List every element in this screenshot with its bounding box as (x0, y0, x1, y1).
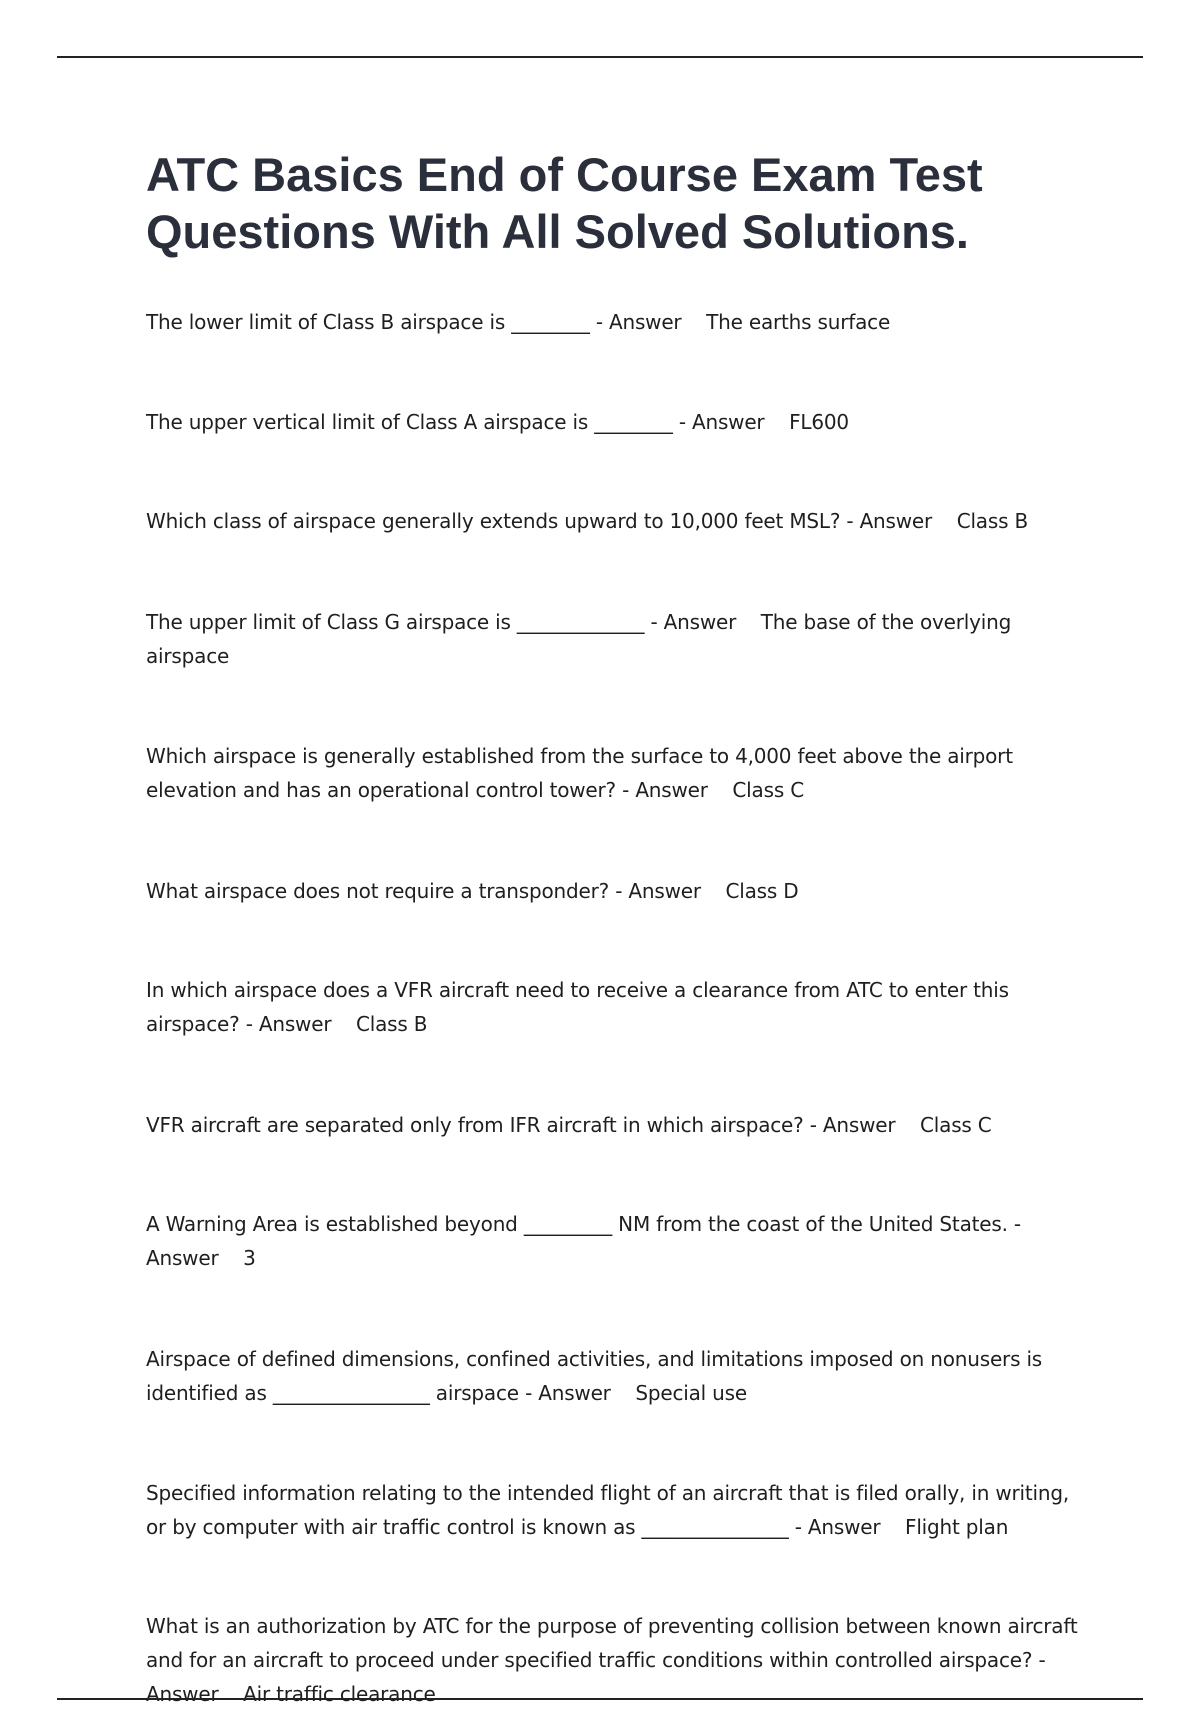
question-text: Airspace of defined dimensions, confined activities, and limitations imposed on nonusers is identified as ________________ airspace (146, 1347, 1043, 1405)
answer-text: Class B (355, 1012, 428, 1036)
qa-item (146, 739, 1081, 807)
qa-item (146, 1342, 1081, 1410)
answer-label: - Answer (622, 778, 708, 802)
answer-label: - Answer (146, 1212, 1021, 1270)
top-rule (57, 56, 1143, 58)
answer-label: - Answer (595, 310, 682, 334)
answer-label: - Answer (794, 1515, 881, 1539)
qa-item (146, 305, 1081, 339)
answer-text: Class C (732, 778, 804, 802)
answer-label: - Answer (846, 509, 933, 533)
question-text: What airspace does not require a transponder? (146, 879, 610, 903)
qa-item (146, 1476, 1081, 1544)
qa-item (146, 605, 1081, 673)
qa-item (146, 973, 1081, 1041)
question-text: Which class of airspace generally extends upward to 10,000 feet MSL? (146, 509, 841, 533)
answer-label: - Answer (245, 1012, 332, 1036)
question-text: A Warning Area is established beyond _________ NM from the coast of the United States. (146, 1212, 1008, 1236)
question-text: What is an authorization by ATC for the purpose of preventing collision between known aircraft and for an aircraft to proceed under specified traffic conditions within controlled airspace? (146, 1614, 1078, 1672)
question-text: Specified information relating to the intended flight of an aircraft that is filed orally, in writing, or by computer with air traffic control is known as _______________ (146, 1481, 1069, 1539)
answer-label: - Answer (146, 1648, 1046, 1706)
question-text: The upper vertical limit of Class A airspace is ________ (146, 410, 673, 434)
answer-label: - Answer (525, 1381, 611, 1405)
answer-text: Class C (920, 1113, 992, 1137)
qa-item (146, 874, 1081, 908)
answer-text: Class D (725, 879, 799, 903)
page-title: ATC Basics End of Course Exam Test Questions With All Solved Solutions. (146, 148, 983, 258)
question-text: VFR aircraft are separated only from IFR aircraft in which airspace? (146, 1113, 804, 1137)
answer-label: - Answer (650, 610, 737, 634)
qa-item (146, 504, 1081, 538)
answer-label: - Answer (678, 410, 765, 434)
qa-item (146, 1609, 1081, 1711)
question-text: The lower limit of Class B airspace is ________ (146, 310, 590, 334)
answer-text: Air traffic clearance (243, 1682, 436, 1706)
answer-text: Class B (956, 509, 1028, 533)
qa-item (146, 405, 1081, 439)
answer-text: The earths surface (706, 310, 891, 334)
qa-item (146, 1108, 1081, 1142)
qa-item (146, 1207, 1081, 1275)
answer-text: FL600 (789, 410, 849, 434)
answer-text: Special use (635, 1381, 747, 1405)
question-text: The upper limit of Class G airspace is _____________ (146, 610, 645, 634)
answer-text: 3 (243, 1246, 256, 1270)
question-text: In which airspace does a VFR aircraft need to receive a clearance from ATC to enter this airspace? (146, 978, 1009, 1036)
answer-text: Flight plan (905, 1515, 1009, 1539)
answer-text: The base of the overlying airspace (146, 610, 1012, 668)
answer-label: - Answer (615, 879, 701, 903)
answer-label: - Answer (809, 1113, 896, 1137)
question-text: Which airspace is generally established from the surface to 4,000 feet above the airport elevation and has an operational control tower? (146, 744, 1013, 802)
